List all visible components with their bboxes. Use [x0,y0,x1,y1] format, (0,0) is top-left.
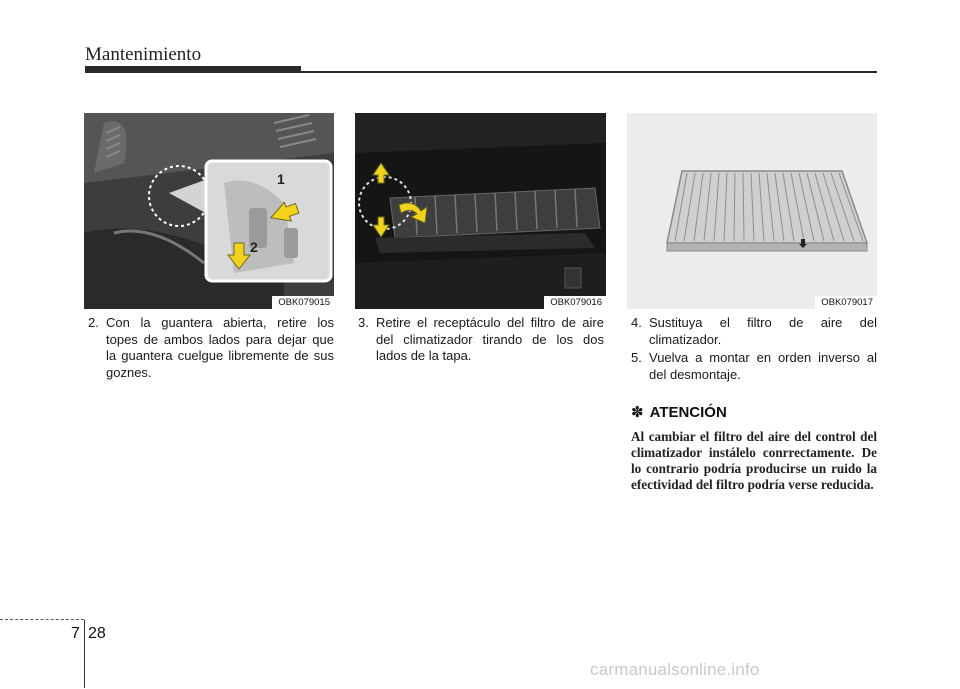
arrow-down-icon [627,113,877,309]
column-1 [88,315,334,383]
footer-dash-rule [0,619,84,620]
header-title: Mantenimiento [85,44,202,65]
figure-filter-housing [355,113,606,309]
notice-heading: ✽ ATENCIÓN [631,404,727,421]
step-3: 3. Retire el receptáculo del filtro de aire del climatizador tirando de los dos lados de la tapa. [358,315,604,363]
page-chapter: 7 [71,625,80,642]
arrow-icon [84,113,334,309]
header-rule [301,71,877,73]
figure-code: OBK079016 [544,296,606,309]
asterisk-icon: ✽ [631,404,644,421]
notice-body: Al cambiar el filtro del aire del control del climatizador instálelo conrrectamente. De lo contrario podría producirse un ruido la efectividad del filtro podría verse reducida. [631,428,877,492]
callout-1: 1 [277,171,285,187]
step-4: 4. Sustituya el filtro de aire del climatizador. [631,315,877,347]
callout-2: 2 [250,239,258,255]
watermark[interactable]: carmanualsonline.info [590,660,760,679]
figure-glovebox [84,113,334,309]
arrow-icon [355,113,606,309]
step-2: 2. Con la guantera abierta, retire los topes de ambos lados para dejar que la guantera cuelgue libremente de sus goznes. [88,315,334,380]
footer-vertical-rule [84,620,85,688]
page-number: 28 [88,625,106,642]
step-5: 5. Vuelva a montar en orden inverso al del desmontaje. [631,350,877,382]
column-2 [358,315,604,367]
figure-code: OBK079017 [815,296,877,309]
figure-air-filter [627,113,877,309]
figure-code: OBK079015 [272,296,334,309]
header-bar [85,66,301,73]
column-3 [631,315,877,493]
